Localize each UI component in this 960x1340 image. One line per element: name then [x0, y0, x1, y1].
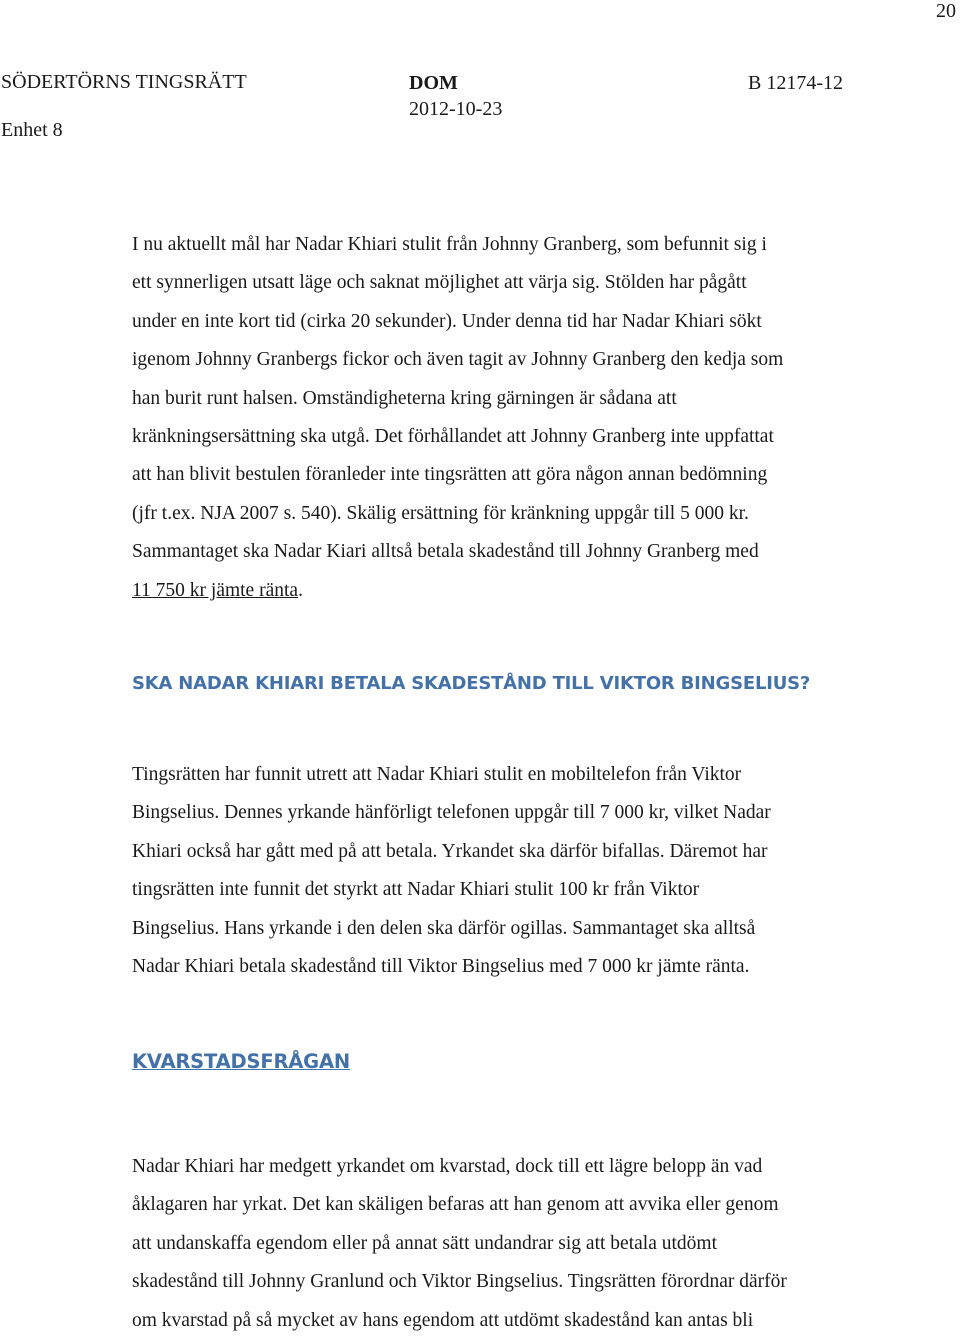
text-line: Tingsrätten har funnit utrett att Nadar Khiari stulit en mobiltelefon från Viktor — [132, 764, 742, 785]
text-line: under en inte kort tid (cirka 20 sekunder). Under denna tid har Nadar Khiari sökt — [132, 310, 762, 332]
section-heading: KVARSTADSFRÅGAN — [132, 1050, 350, 1073]
text-line: ett synnerligen utsatt läge och saknat möjlighet att värja sig. Stölden har pågått — [132, 272, 747, 294]
paragraph-attachment — [132, 1148, 922, 1340]
court-name: SÖDERTÖRNS TINGSRÄTT — [1, 71, 247, 93]
text-line — [132, 572, 922, 610]
text-line: tingsrätten inte funnit det styrkt att Nadar Khiari stulit 100 kr från Viktor — [132, 879, 700, 901]
document-type: DOM — [409, 72, 458, 94]
paragraph-damages-bingselius — [132, 756, 922, 986]
text-line: I nu aktuellt mål har Nadar Khiari stulit från Johnny Granberg, som befunnit sig i — [132, 234, 767, 255]
text-line: igenom Johnny Granbergs fickor och även tagit av Johnny Granberg den kedja som — [132, 349, 784, 371]
text-line: Khiari också har gått med på att betala. Yrkandet ska därför bifallas. Däremot har — [132, 840, 768, 862]
text-line: Bingselius. Hans yrkande i den delen ska därför ogillas. Sammantaget ska alltså — [132, 917, 756, 939]
document-date: 2012-10-23 — [409, 98, 503, 120]
text-line: (jfr t.ex. NJA 2007 s. 540). Skälig ersättning för kränkning uppgår till 5 000 kr. — [132, 502, 749, 524]
text-line: Bingselius. Dennes yrkande hänförligt telefonen uppgår till 7 000 kr, vilket Nadar — [132, 802, 771, 824]
text-line: Sammantaget ska Nadar Kiari alltså betala skadestånd till Johnny Granberg med — [132, 541, 759, 563]
text-line: Nadar Khiari betala skadestånd till Viktor Bingselius med 7 000 kr jämte ränta. — [132, 956, 750, 978]
sentence-end: . — [298, 579, 303, 601]
text-line: åklagaren har yrkat. Det kan skäligen befaras att han genom att avvika eller genom — [132, 1194, 779, 1216]
court-unit: Enhet 8 — [1, 119, 63, 141]
page-number: 20 — [936, 0, 956, 22]
text-line: skadestånd till Johnny Granlund och Viktor Bingselius. Tingsrätten förordnar därför — [132, 1271, 787, 1293]
text-line: att undanskaffa egendom eller på annat sätt undandrar sig att betala utdömt — [132, 1232, 717, 1254]
awarded-amount: 11 750 kr jämte ränta — [132, 579, 299, 601]
paragraph-damages-granberg — [132, 226, 922, 610]
text-line: han burit runt halsen. Omständigheterna kring gärningen är sådana att — [132, 387, 677, 409]
text-line: att han blivit bestulen föranleder inte tingsrätten att göra någon annan bedömning — [132, 464, 768, 486]
text-line: om kvarstad på så mycket av hans egendom att utdömt skadestånd kan antas bli — [132, 1309, 754, 1331]
section-heading: SKA NADAR KHIARI BETALA SKADESTÅND TILL VIKTOR BINGSELIUS? — [132, 673, 811, 694]
case-number: B 12174-12 — [748, 72, 843, 94]
text-line: kränkningsersättning ska utgå. Det förhållandet att Johnny Granberg inte uppfattat — [132, 426, 774, 448]
text-line: Nadar Khiari har medgett yrkandet om kvarstad, dock till ett lägre belopp än vad — [132, 1156, 763, 1177]
